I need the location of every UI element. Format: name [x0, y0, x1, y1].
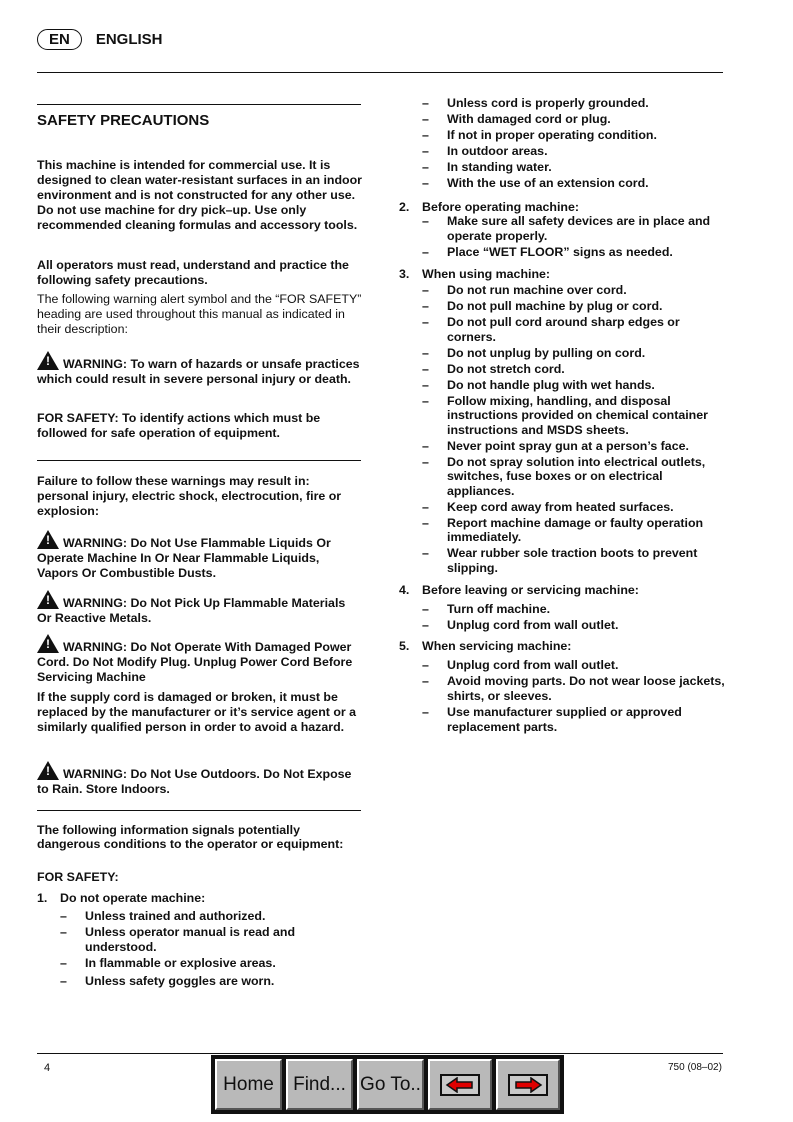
go-to-button[interactable]: Go To.. [357, 1059, 424, 1110]
list-number: 5. [399, 639, 410, 653]
arrow-right-icon [508, 1074, 548, 1096]
previous-page-button[interactable] [428, 1059, 492, 1110]
list-item: – Unless operator manual is read and understood. [60, 925, 296, 954]
list-1-items [60, 909, 360, 989]
language-code-badge: EN [37, 29, 82, 50]
language-header [37, 28, 163, 50]
list-item: – Do not unplug by pulling on cord. [422, 345, 646, 360]
list-item: – Unless safety goggles are worn. [60, 974, 275, 988]
list-5-items [422, 658, 727, 735]
for-safety-heading: FOR SAFETY: [37, 870, 119, 884]
section-title: SAFETY PRECAUTIONS [37, 112, 210, 129]
list-heading-5 [399, 639, 571, 654]
next-page-button[interactable] [496, 1059, 560, 1110]
list-heading-2 [399, 200, 579, 215]
list-item: – Wear rubber sole traction boots to prevent slipping. [422, 546, 698, 575]
list-item: – Do not pull machine by plug or cord. [422, 298, 663, 313]
warning-text: WARNING: Do Not Use Outdoors. Do Not Expose to Rain. Store Indoors. [37, 767, 352, 796]
list-heading-text: Do not operate machine: [60, 891, 206, 905]
list-item: – Avoid moving parts. Do not wear loose jackets, shirts, or sleeves. [422, 674, 725, 703]
list-heading-text: When using machine: [422, 267, 551, 281]
list-item: – Never point spray gun at a person’s face. [422, 438, 689, 453]
header-divider [37, 72, 723, 73]
warning-text: WARNING: Do Not Pick Up Flammable Materials Or Reactive Metals. [37, 596, 346, 625]
page-number: 4 [44, 1062, 51, 1074]
list-4-items [422, 601, 727, 633]
list-item: – Unless cord is properly grounded. [422, 96, 649, 110]
list-item: – Do not handle plug with wet hands. [422, 377, 655, 392]
list-number: 4. [399, 583, 410, 597]
footer-divider [37, 1053, 723, 1054]
warning-text: WARNING: Do Not Operate With Damaged Power Cord. Do Not Modify Plug. Unplug Power Cord Before Servicing Machine [37, 640, 353, 684]
list-heading-4 [399, 583, 639, 598]
section-divider [37, 104, 361, 105]
document-code: 750 (08–02) [668, 1062, 722, 1073]
list-item: – Do not pull cord around sharp edges or corners. [422, 314, 680, 344]
warning-text: WARNING: Do Not Use Flammable Liquids Or Operate Machine In Or Near Flammable Liquids, Vapors Or Combustible Dusts. [37, 536, 331, 580]
list-item: – Unplug cord from wall outlet. [422, 658, 619, 672]
list-item: – Use manufacturer supplied or approved replacement parts. [422, 705, 682, 734]
list-item: – Place “WET FLOOR” signs as needed. [422, 245, 673, 259]
list-item: – Unplug cord from wall outlet. [422, 618, 619, 632]
supply-cord-paragraph: If the supply cord is damaged or broken, it must be replaced by the manufacturer or it’s service agent or a similarly qualified person in order to avoid a hazard. [37, 690, 357, 734]
list-heading-text: Before leaving or servicing machine: [422, 583, 639, 597]
list-heading-1 [37, 891, 205, 906]
list-item: – Do not run machine over cord. [422, 283, 627, 297]
language-name: ENGLISH [95, 30, 163, 48]
find-button[interactable]: Find... [286, 1059, 353, 1110]
warning-definition [37, 351, 363, 387]
list-item: – With the use of an extension cord. [422, 176, 649, 190]
warning-triangle-icon [37, 351, 59, 370]
warning-outdoors [37, 761, 363, 797]
warning-definition-text: WARNING: To warn of hazards or unsafe practices which could result in severe personal injury or death. [37, 357, 360, 386]
intro-paragraph: This machine is intended for commercial use. It is designed to clean water-resistant surfaces in an indoor environment and is not constructed for any other use. Do not use machine for dry pick–up. Use only recommended cleaning formulas and accessory tools. [37, 158, 362, 232]
signals-paragraph: The following information signals potentially dangerous conditions to the operator or equipment: [37, 823, 344, 851]
section-divider [37, 810, 361, 811]
section-divider [37, 460, 361, 461]
list-item: – In flammable or explosive areas. [60, 956, 276, 970]
list-item: – Make sure all safety devices are in place and operate properly. [422, 214, 711, 243]
list-item: – Do not stretch cord. [422, 361, 565, 376]
list-item: – Report machine damage or faulty operation immediately. [422, 515, 704, 545]
warning-triangle-icon [37, 634, 59, 653]
arrow-left-icon [440, 1074, 480, 1096]
list-number: 2. [399, 200, 410, 214]
failure-paragraph: Failure to follow these warnings may result in: personal injury, electric shock, electrocution, fire or explosion: [37, 474, 342, 518]
symbol-note-paragraph: The following warning alert symbol and the “FOR SAFETY” heading are used throughout this manual as indicated in their description: [37, 292, 362, 336]
warning-triangle-icon [37, 530, 59, 549]
list-heading-3 [399, 267, 550, 282]
for-safety-definition: FOR SAFETY: To identify actions which must be followed for safe operation of equipment. [37, 411, 321, 440]
list-heading-text: When servicing machine: [422, 639, 572, 653]
warning-power-cord [37, 634, 363, 685]
navigation-bar [211, 1055, 564, 1114]
warning-flammable-liquids [37, 530, 363, 581]
list-2-items [422, 214, 727, 260]
list-item: – With damaged cord or plug. [422, 112, 611, 126]
list-3-items [422, 283, 727, 576]
warning-flammable-materials [37, 590, 363, 626]
warning-triangle-icon [37, 761, 59, 780]
list-item: – Unless trained and authorized. [60, 909, 266, 923]
list-number: 1. [37, 891, 48, 905]
list-heading-text: Before operating machine: [422, 200, 579, 214]
list-1-continued-items [422, 95, 727, 191]
list-item: – Do not spray solution into electrical outlets, switches, fuse boxes or on electrical appliances. [422, 454, 706, 498]
warning-triangle-icon [37, 590, 59, 609]
home-button[interactable]: Home [215, 1059, 282, 1110]
list-item: – In outdoor areas. [422, 144, 548, 158]
operators-paragraph: All operators must read, understand and practice the following safety precautions. [37, 258, 349, 287]
list-item: – In standing water. [422, 160, 552, 174]
list-item: – Keep cord away from heated surfaces. [422, 499, 674, 514]
list-item: – Turn off machine. [422, 602, 551, 616]
list-item: – Follow mixing, handling, and disposal instructions provided on chemical container instructions and MSDS sheets. [422, 393, 708, 437]
list-number: 3. [399, 267, 410, 281]
list-item: – If not in proper operating condition. [422, 128, 657, 142]
